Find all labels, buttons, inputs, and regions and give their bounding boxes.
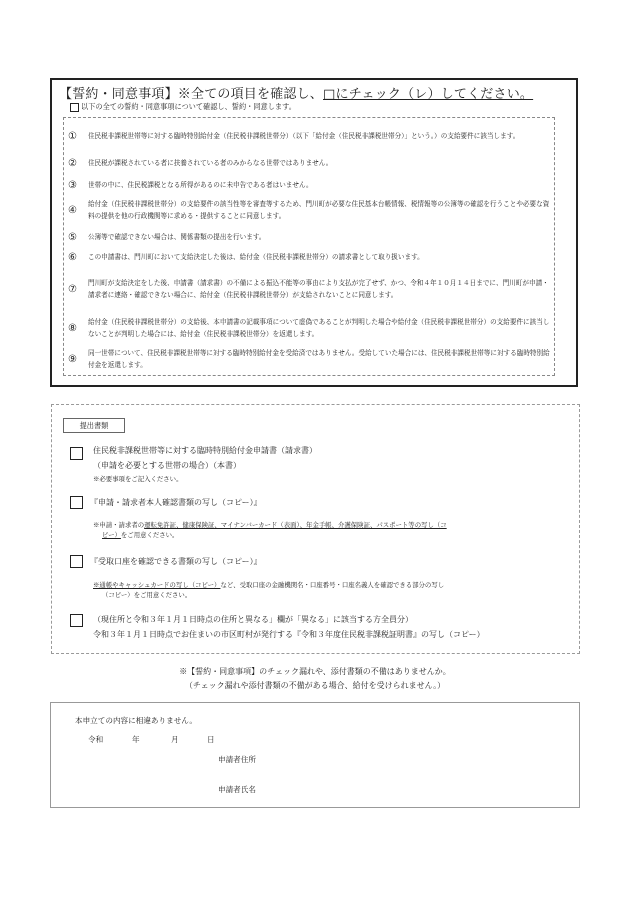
pledge-item: [68, 124, 554, 148]
pledge-item-number: ③: [68, 180, 77, 191]
pledge-item-text: 世帯の中に、住民税課税となる所得があるのに未申告である者はいません。: [88, 181, 313, 189]
pledge-title-box: □: [323, 87, 336, 102]
pledge-item-number: ⑥: [68, 252, 77, 263]
pledge-item: [68, 178, 554, 192]
pledge-item-text: 門川町が支給決定をした後、申請書（請求書）の不備による振込不能等の事由により支払が完了せず、かつ、令和４年１０月１４日までに、門川町が申請・請求者に連絡・確認できない場合に、給付金（住民税非課税世帯分）が支給されないことに同意します。: [88, 279, 549, 299]
doc2-note-rest: をご用意ください。: [120, 531, 179, 539]
agree-row[interactable]: [70, 102, 296, 112]
doc3-note-line1: [93, 580, 444, 590]
doc3-checkbox[interactable]: [70, 555, 83, 568]
applicant-name-label: 申請者氏名: [218, 785, 256, 794]
documents-label: 提出書類: [63, 418, 125, 433]
pledge-item-text: この申請書は、門川町において支給決定した後は、給付金（住民税非課税世帯分）の請求書として取り扱います。: [88, 253, 424, 261]
doc1-checkbox[interactable]: [70, 447, 83, 460]
pledge-item: [68, 198, 554, 222]
notice-line2: （チェック漏れや添付書類の不備がある場合、給付を受けられません。）: [184, 681, 446, 690]
doc2-note-documents: 運転免許証、健康保険証、マイナンバーカード（表面）、年金手帳、介護保険証、パスポート等の写し（コ: [144, 521, 447, 529]
doc4-line1: （現住所と令和３年１月１日時点の住所と異なる」欄が「異なる」に該当する方全員分）: [93, 615, 413, 624]
pledge-item: [68, 250, 554, 264]
pledge-item-number: ⑧: [68, 323, 77, 334]
doc2-checkbox[interactable]: [70, 496, 83, 509]
pledge-item-number: ④: [68, 205, 77, 216]
pledge-title-suffix: にチェック（レ）してください。: [335, 87, 534, 102]
doc2-title: 『申請・請求者本人確認書類の写し（コピー）』: [90, 498, 262, 507]
pledge-item: [68, 271, 554, 307]
doc2-note-prefix: ※申請・請求者の: [93, 521, 145, 529]
doc4-line2: 令和３年１月１日時点でお住まいの市区町村が発行する『令和３年度住民税非課税証明書』の写し（コピー）: [93, 630, 485, 639]
date-year: 年: [132, 735, 140, 744]
doc3-note-items: ※通帳やキャッシュカードの写し（コピー）: [93, 581, 221, 589]
doc1-line1: 住民税非課税世帯等に対する臨時特別給付金申請書（請求書）: [93, 446, 317, 455]
declaration-statement: 本申立ての内容に相違ありません。: [75, 716, 197, 725]
date-day: 日: [207, 735, 215, 744]
agree-checkbox[interactable]: [70, 103, 79, 112]
doc4-checkbox[interactable]: [70, 614, 83, 627]
date-month: 月: [171, 735, 179, 744]
doc1-note: ※必要事項をご記入ください。: [93, 475, 183, 483]
doc3-note-line2: （コピー）をご用意ください。: [102, 591, 192, 599]
pledge-item-text: 住民税が課税されている者に扶養されている者のみからなる世帯ではありません。: [88, 159, 333, 167]
pledge-item-text: 同一世帯について、住民税非課税世帯等に対する臨時特別給付金を受給済ではありません。受給していた場合には、住民税非課税世帯等に対する臨時特別給付金を返還します。: [88, 349, 550, 369]
pledge-item-number: ⑦: [68, 284, 77, 295]
doc2-note-line1: [93, 520, 447, 530]
doc3-title: 『受取口座を確認できる書類の写し（コピー）』: [90, 557, 262, 566]
date-era: 令和: [88, 735, 104, 744]
pledge-item-number: ①: [68, 131, 77, 142]
doc2-note-copy: ピー）: [102, 531, 121, 539]
pledge-item-number: ②: [68, 158, 77, 169]
pledge-item: [68, 347, 554, 371]
doc1-line2: （申請を必要とする世帯の場合）（本書）: [93, 461, 241, 470]
pledge-item: [68, 316, 554, 340]
doc3-note-rest: など、受取口座の金融機関名・口座番号・口座名義人を確認できる部分の写し: [220, 581, 445, 589]
pledge-item: [68, 156, 554, 170]
pledge-item-text: 公簿等で確認できない場合は、関係書類の提出を行います。: [88, 233, 266, 241]
doc2-note-line2: [102, 530, 178, 540]
pledge-item-number: ⑨: [68, 354, 77, 365]
pledge-item-text: 給付金（住民税非課税世帯分）の支給後、本申請書の記載事項について虚偽であることが判明した場合や給付金（住民税非課税世帯分）の支給要件に該当しないことが判明した場合には、給付金（住民税非課税世帯分）を返還します。: [88, 318, 550, 338]
pledge-item: [68, 230, 554, 244]
agree-label: 以下の全ての誓約・同意事項について確認し、誓約・同意します。: [81, 102, 296, 111]
pledge-title-prefix: 【誓約・同意事項】※全ての項目を確認し、: [59, 87, 324, 102]
pledge-item-text: 給付金（住民税非課税世帯分）の支給要件の該当性等を審査等するため、門川町が必要な住民基本台帳情報、税情報等の公簿等の確認を行うことや必要な資料の提供を他の行政機関等に求める・提供することに同意します。: [88, 200, 550, 220]
applicant-address-label: 申請者住所: [218, 755, 256, 764]
notice-line1: ※【誓約・同意事項】のチェック漏れや、添付書類の不備はありませんか。: [179, 667, 451, 676]
pledge-item-number: ⑤: [68, 232, 77, 243]
pledge-title: [59, 83, 533, 102]
pledge-item-text: 住民税非課税世帯等に対する臨時特別給付金（住民税非課税世帯分）（以下「給付金（住民税非課税世帯分）」という。）の支給要件に該当します。: [88, 132, 520, 140]
